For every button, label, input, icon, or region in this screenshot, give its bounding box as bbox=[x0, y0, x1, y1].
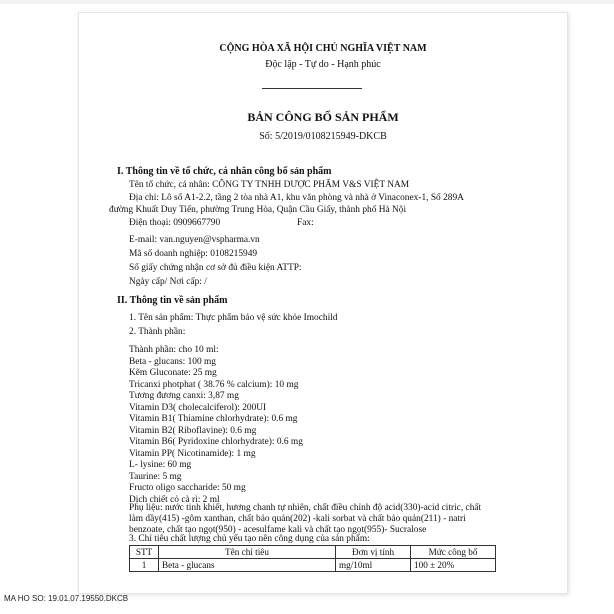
document-page bbox=[78, 12, 568, 594]
composition-heading: 2. Thành phần: bbox=[129, 327, 186, 337]
section2-heading: II. Thông tin về sản phẩm bbox=[117, 295, 228, 306]
ingredient-item: Vitamin B1( Thiamine chlorhydrate): 0.6 mg bbox=[129, 414, 298, 424]
additives-line3: benzoate, chất tạo ngọt(950) - acesulfame kali và chất tạo ngọt(955)- Sucralose bbox=[129, 525, 427, 535]
section1-heading: I. Thông tin về tổ chức, cá nhân công bố sản phẩm bbox=[117, 166, 332, 177]
quality-heading: 3. Chỉ tiêu chất lượng chủ yếu tạo nên công dụng của sản phẩm: bbox=[129, 534, 370, 544]
ingredient-item: Beta - glucans: 100 mg bbox=[129, 356, 216, 367]
dossier-code: MA HO SO: 19.01.07.19550.DKCB bbox=[4, 594, 129, 603]
table-cell: Beta - glucans bbox=[159, 559, 336, 572]
table-cell: 100 ± 20% bbox=[411, 559, 496, 572]
phone: Điện thoại: 0909667790 bbox=[129, 218, 221, 228]
ingredient-item: Vitamin B2( Riboflavine): 0.6 mg bbox=[129, 425, 257, 436]
table-header-cell: Đơn vị tính bbox=[336, 546, 411, 559]
composition-intro: Thành phần: cho 10 ml: bbox=[129, 345, 219, 355]
ingredient-item: L- lysine: 60 mg bbox=[129, 460, 192, 470]
ingredient-item: Tương đương canxi: 3,87 mg bbox=[129, 391, 239, 401]
email: E-mail: van.nguyen@vspharma.vn bbox=[129, 235, 260, 245]
tax-code: Mã số doanh nghiệp: 0108215949 bbox=[129, 249, 258, 259]
address-line2: đường Khuất Duy Tiến, phường Trung Hòa, Quận Cầu Giấy, thành phố Hà Nội bbox=[109, 205, 407, 215]
table-cell: 1 bbox=[130, 559, 159, 572]
table-header-cell: Tên chỉ tiêu bbox=[159, 546, 336, 559]
issue-info: Ngày cấp/ Nơi cấp: / bbox=[129, 277, 207, 287]
table-header-cell: STT bbox=[130, 546, 159, 559]
table-header-cell: Mức công bố bbox=[411, 546, 496, 559]
quality-table bbox=[129, 545, 496, 572]
ingredient-item: Fructo oligo saccharide: 50 mg bbox=[129, 483, 246, 493]
table-cell: mg/10ml bbox=[336, 559, 411, 572]
document-title: BẢN CÔNG BỐ SẢN PHẨM bbox=[247, 110, 399, 124]
nation-heading: CỘNG HÒA XÃ HỘI CHỦ NGHĨA VIỆT NAM bbox=[219, 43, 427, 54]
org-name: Tên tổ chức, cá nhân: CÔNG TY TNHH DƯỢC PHẨM V&S VIỆT NAM bbox=[129, 180, 410, 190]
ingredient-item: Vitamin D3( cholecalciferol): 200UI bbox=[129, 402, 267, 413]
additives-line1: Phụ liệu: nước tinh khiết, hương chanh tự nhiên, chất điều chỉnh độ acid(330)-acid citric, chất bbox=[129, 503, 482, 513]
table-row bbox=[130, 559, 496, 572]
motto: Độc lập - Tự do - Hạnh phúc bbox=[265, 59, 381, 70]
address-line1: Địa chỉ: Lô số A1-2.2, tầng 2 tòa nhà A1, khu văn phòng và nhà ở Vinaconex-1, Số 289A bbox=[129, 193, 464, 203]
ingredient-item: Kẽm Gluconate: 25 mg bbox=[129, 368, 217, 378]
ingredient-item: Vitamin PP( Nicotinamide): 1 mg bbox=[129, 448, 256, 459]
product-name: 1. Tên sản phẩm: Thực phẩm bảo vệ sức khỏe Imochild bbox=[129, 313, 338, 323]
top-border bbox=[0, 0, 614, 4]
cert-number: Số giấy chứng nhận cơ sở đủ điều kiện ATTP: bbox=[129, 263, 302, 273]
ingredient-item: Taurine: 5 mg bbox=[129, 471, 182, 482]
additives-line2: làm dầy(415) -gôm xanthan, chất bảo quản(202) -kali sorbat và chất bảo quản(211) - natri bbox=[129, 514, 466, 524]
fax: Fax: bbox=[297, 218, 314, 228]
ingredient-item: Dịch chiết cỏ cà rì: 2 ml bbox=[129, 494, 220, 505]
ingredient-item: Tricanxi photphat ( 38.76 % calcium): 10 mg bbox=[129, 379, 299, 390]
document-number: Số: 5/2019/0108215949-DKCB bbox=[259, 131, 387, 142]
table-header-row bbox=[130, 546, 496, 559]
motto-underline bbox=[262, 88, 362, 89]
ingredient-item: Vitamin B6( Pyridoxine chlorhydrate): 0.6 mg bbox=[129, 437, 303, 447]
